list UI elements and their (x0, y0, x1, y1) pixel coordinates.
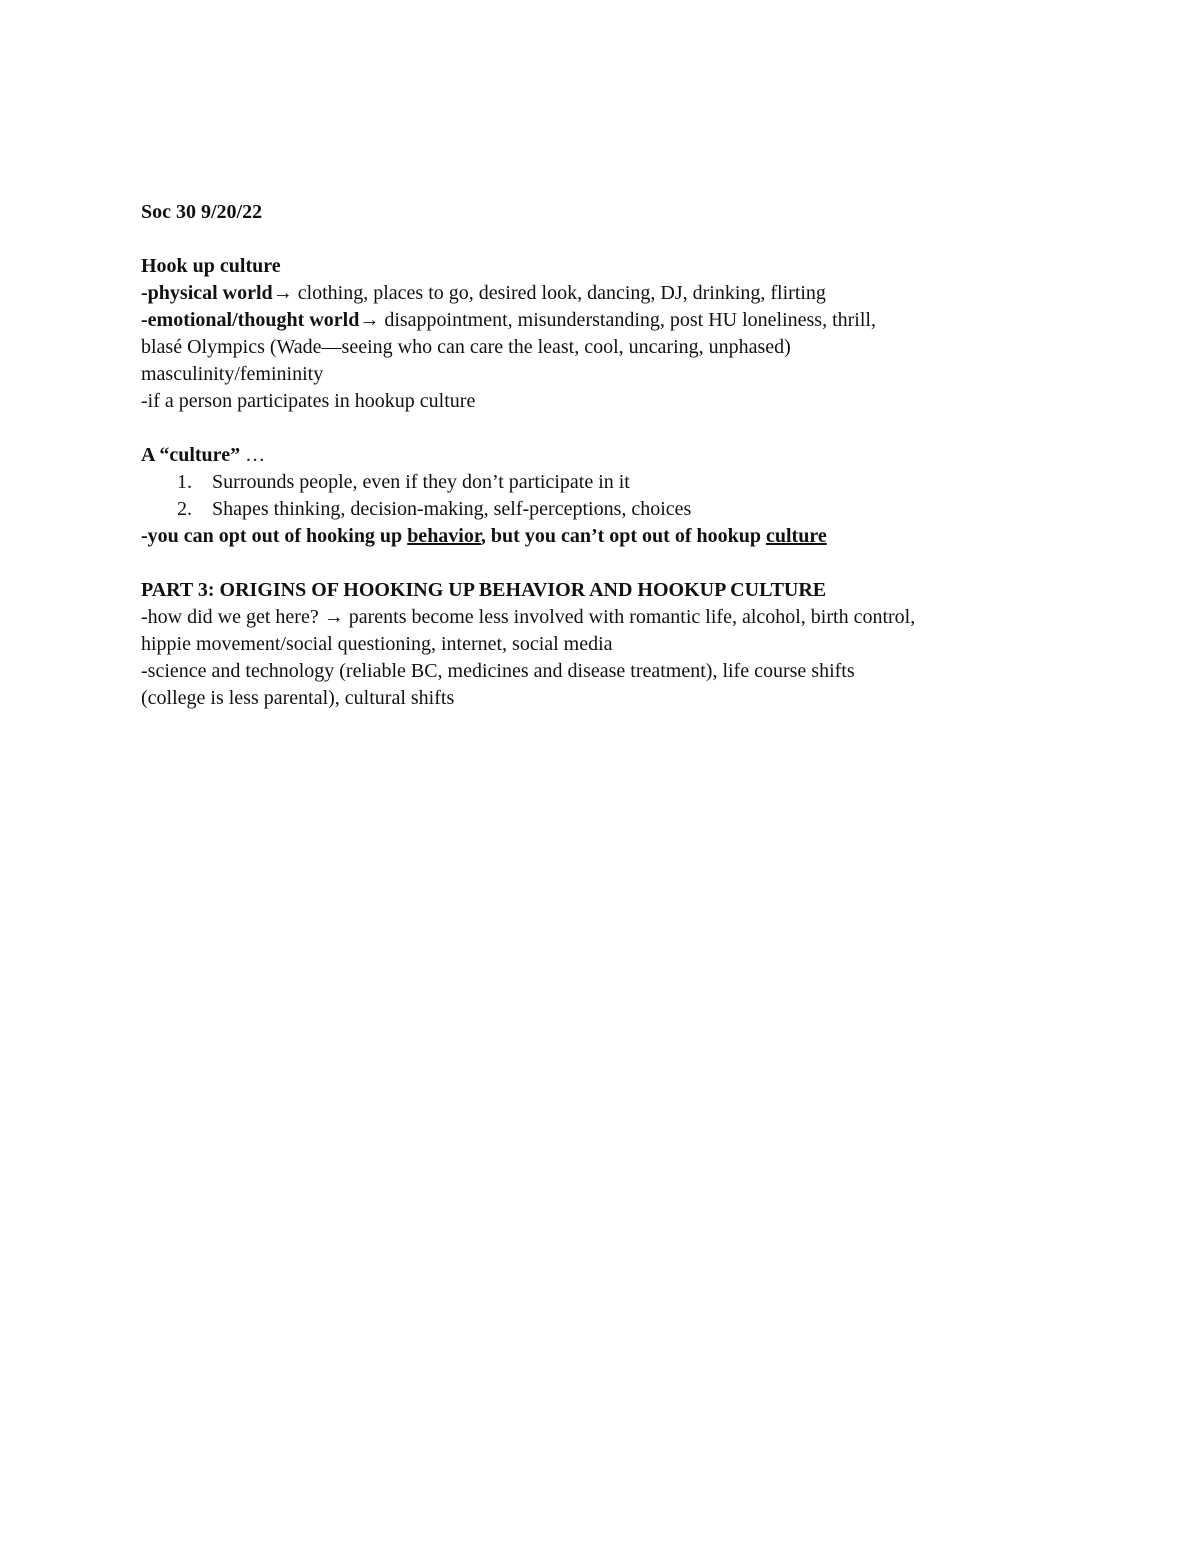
parents-less-involved-text: parents become less involved with romantic life, alcohol, birth control, (343, 606, 916, 628)
opt-out-culture-underlined: culture (766, 525, 827, 547)
hippie-movement-line: hippie movement/social questioning, internet, social media (141, 633, 613, 655)
emotional-world-line (141, 307, 1081, 334)
document-body (141, 199, 1081, 712)
opt-out-behavior-underlined: behavior (407, 525, 481, 547)
list-item-text: Surrounds people, even if they don’t participate in it (212, 471, 630, 493)
section-heading-a-culture (141, 442, 1081, 469)
a-culture-heading-bold: A “culture” (141, 444, 241, 466)
list-item-number: 2. (177, 498, 192, 520)
masculinity-line: masculinity/femininity (141, 363, 324, 385)
emotional-world-text: disappointment, misunderstanding, post HU loneliness, thrill, (379, 309, 876, 331)
opt-out-text-c: , but you can’t opt out of hookup (480, 525, 766, 547)
arrow-right-icon: → (272, 282, 293, 304)
college-less-parental-line: (college is less parental), cultural shifts (141, 687, 455, 709)
blank-line (141, 415, 1081, 442)
section-heading-part-3: PART 3: ORIGINS OF HOOKING UP BEHAVIOR AND HOOKUP CULTURE (141, 579, 827, 601)
list-item-text: Shapes thinking, decision-making, self-perceptions, choices (212, 498, 692, 520)
arrow-right-icon: → (359, 309, 380, 331)
physical-world-line (141, 280, 1081, 307)
section-heading-hookup-culture: Hook up culture (141, 255, 281, 277)
emotional-world-continuation: blasé Olympics (Wade—seeing who can care the least, cool, uncaring, unphased) (141, 336, 791, 358)
science-technology-line: -science and technology (reliable BC, medicines and disease treatment), life course shifts (141, 660, 855, 682)
participates-line: -if a person participates in hookup culture (141, 390, 476, 412)
how-did-we-get-here-line (141, 604, 1081, 631)
opt-out-text-a: -you can opt out of hooking up (141, 525, 408, 547)
how-did-we-get-here-text: -how did we get here? (141, 606, 324, 628)
opt-out-line (141, 523, 1081, 550)
blank-line (141, 550, 1081, 577)
physical-world-label: -physical world (141, 282, 273, 304)
arrow-right-icon: → (323, 606, 344, 628)
document-title: Soc 30 9/20/22 (141, 201, 263, 223)
a-culture-heading-ellipsis: … (240, 444, 266, 466)
list-item-number: 1. (177, 471, 192, 493)
list-item (141, 469, 1081, 496)
physical-world-text: clothing, places to go, desired look, dancing, DJ, drinking, flirting (292, 282, 826, 304)
list-item (141, 496, 1081, 523)
emotional-world-label: -emotional/thought world (141, 309, 360, 331)
blank-line (141, 226, 1081, 253)
